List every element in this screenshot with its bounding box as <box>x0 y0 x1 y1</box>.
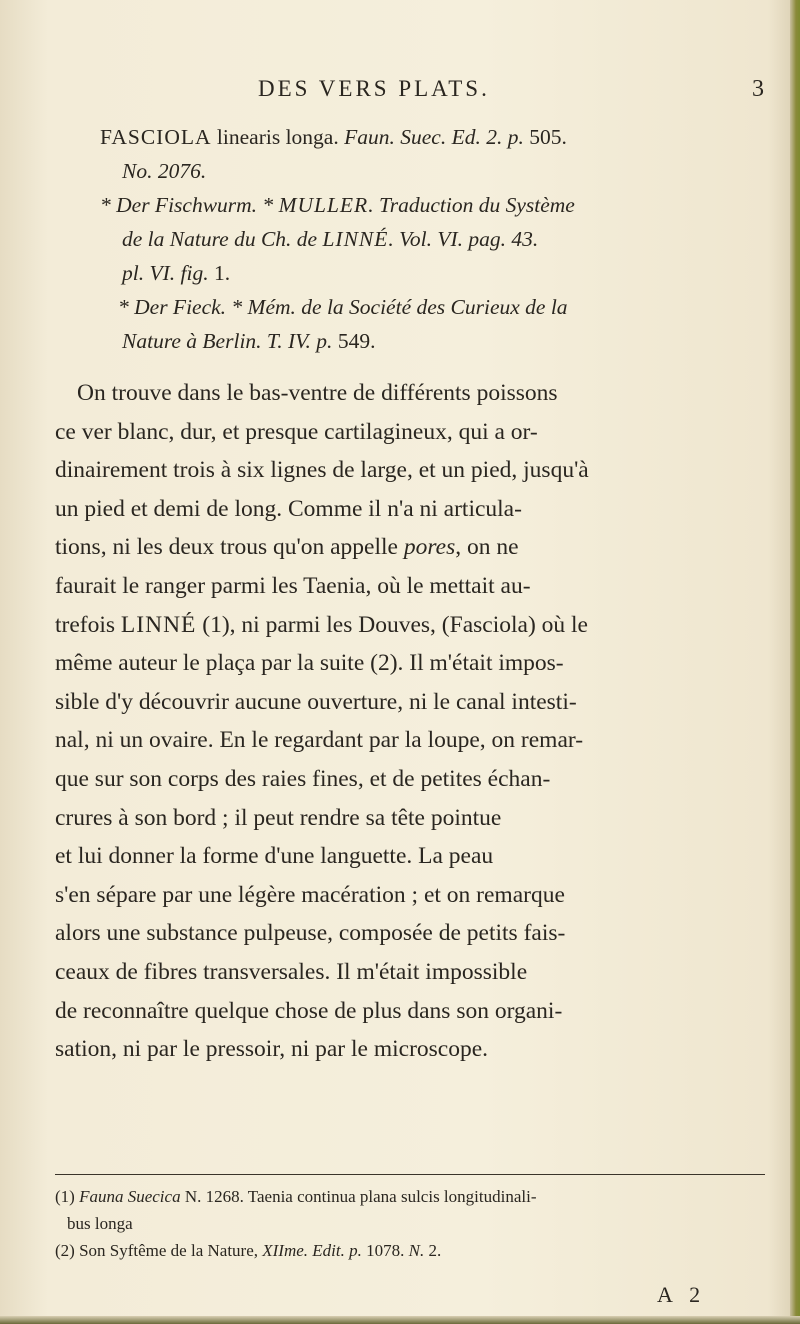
ref2-title-cont: de la Nature du Ch. de <box>122 227 323 251</box>
footnote-1 <box>55 1184 765 1209</box>
footnote-text: N. 1268. Taenia continua plana sulcis longitudinali- <box>180 1187 537 1206</box>
body-line: dinairement trois à six lignes de large, et un pied, jusqu'à <box>55 457 589 484</box>
page-number: 3 <box>752 76 764 102</box>
footnote-n: N. <box>408 1241 425 1260</box>
ref2-volume: . Vol. VI. pag. 43. <box>388 227 539 251</box>
ref3-page: 549. <box>332 329 376 353</box>
body-line <box>55 606 765 645</box>
ref1-genus: FASCIOLA <box>100 125 212 149</box>
body-line: que sur son corps des raies fines, et de petites échan- <box>55 765 551 792</box>
body-line: même auteur le plaça par la suite (2). Il m'était impos- <box>55 650 564 677</box>
ref1-page: 505. <box>523 125 567 149</box>
reference-2 <box>100 188 780 290</box>
ref2-plate: pl. VI. fig. <box>122 261 209 285</box>
reference-3 <box>100 290 780 358</box>
body-line: s'en sépare par une légère macération ; et on remarque <box>55 881 565 908</box>
body-line: un pied et demi de long. Comme il n'a ni articula- <box>55 495 522 522</box>
author-linne: LINNÉ <box>120 611 197 638</box>
body-line-part: tions, ni les deux trous qu'on appelle <box>55 534 404 561</box>
body-line: nal, ni un ovaire. En le regardant par la loupe, on remar- <box>55 727 584 754</box>
ref2-author: MULLER <box>278 193 369 217</box>
ref3-title: * Der Fieck. * Mém. de la Société des Curieux de la <box>118 295 568 319</box>
ref1-number: No. 2076. <box>122 159 207 183</box>
body-line-part: trefois <box>55 611 121 638</box>
footnote-page: 1078. <box>361 1241 409 1260</box>
ref2-fig-number: 1. <box>208 261 231 285</box>
page-edge-bottom <box>0 1316 800 1324</box>
running-title: DES VERS PLATS. <box>258 76 490 101</box>
ref2-title: . Traduction du Système <box>368 193 575 217</box>
footnote-rule <box>55 1174 765 1175</box>
body-line: de reconnaître quelque chose de plus dans son organi- <box>55 997 563 1024</box>
signature-mark: A 2 <box>657 1282 707 1307</box>
body-line: et lui donner la forme d'une languette. La peau <box>55 843 494 870</box>
footnotes <box>55 1184 765 1265</box>
reference-1 <box>100 120 780 188</box>
body-line: sible d'y découvrir aucune ouverture, ni le canal intesti- <box>55 688 577 715</box>
ref1-text: linearis longa. <box>211 125 345 149</box>
body-paragraph <box>55 374 765 1069</box>
footnote-marker: (1) <box>55 1187 80 1206</box>
page-header <box>0 76 800 106</box>
body-line: faurait le ranger parmi les Taenia, où le mettait au- <box>55 572 531 599</box>
body-line: On trouve dans le bas-ventre de différents poissons <box>77 380 558 406</box>
footnote-2 <box>55 1238 765 1263</box>
term-pores: pores <box>403 534 456 561</box>
body-line: ce ver blanc, dur, et presque cartilagineux, qui a or- <box>55 418 538 445</box>
body-line: crures à son bord ; il peut rendre sa tête pointue <box>55 804 502 831</box>
body-line: alors une substance pulpeuse, composée de petits fais- <box>55 920 566 947</box>
page-edge-right <box>790 0 800 1324</box>
body-line: ceaux de fibres transversales. Il m'était impossible <box>55 958 528 985</box>
ref1-source: Faun. Suec. Ed. 2. p. <box>344 125 524 149</box>
footnote-number: 2. <box>424 1241 442 1260</box>
body-line-part: , on ne <box>455 534 519 561</box>
body-line-part: (1), ni parmi les Douves, (Fasciola) où le <box>196 611 588 638</box>
footnote-source: Fauna Suecica <box>79 1187 181 1206</box>
footnote-edition: XIIme. Edit. p. <box>262 1241 362 1260</box>
footnote-1-cont: bus longa <box>67 1214 133 1233</box>
ref2-german-name: * Der Fischwurm. * <box>100 193 279 217</box>
body-line <box>55 528 765 567</box>
ref3-place: Nature à Berlin. T. IV. p. <box>122 329 333 353</box>
ref2-linne: LINNÉ <box>322 227 389 251</box>
footnote-text: (2) Son Syftême de la Nature, <box>55 1241 263 1260</box>
body-line: sation, ni par le pressoir, ni par le microscope. <box>55 1036 489 1063</box>
